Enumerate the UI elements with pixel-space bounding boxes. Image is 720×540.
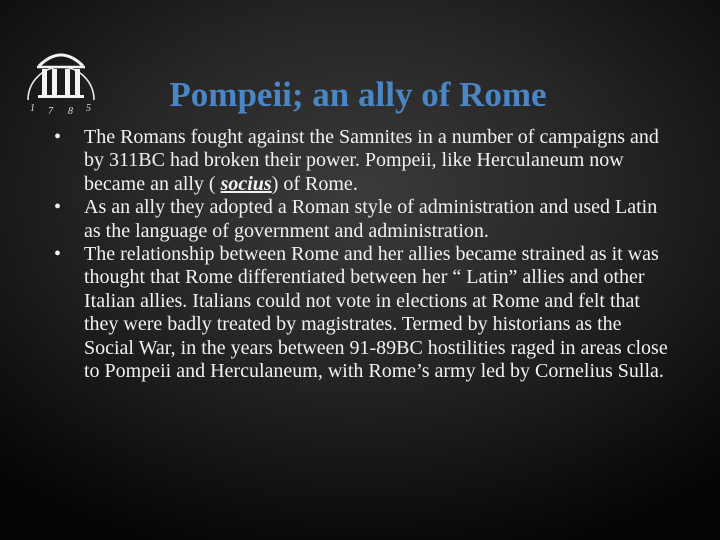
logo-year-digit: 8 bbox=[68, 106, 73, 117]
logo-year-digit: 5 bbox=[86, 103, 91, 114]
bullet-item bbox=[54, 126, 670, 196]
bullet-list bbox=[54, 126, 670, 383]
bullet-text: As an ally they adopted a Roman style of administration and used Latin as the language of government and administration. bbox=[84, 196, 658, 242]
bullet-item bbox=[54, 196, 670, 243]
logo-year-digit: 7 bbox=[48, 106, 53, 117]
bullet-text: The Romans fought against the Samnites in a number of campaigns and by 311BC had broken their power. Pompeii, like Herculaneum now became an ally ( bbox=[84, 126, 659, 195]
slide-title: Pompeii; an ally of Rome bbox=[169, 75, 547, 114]
arch-icon bbox=[22, 36, 100, 118]
bullet-text-after: ) of Rome. bbox=[271, 172, 358, 195]
bullet-text: The relationship between Rome and her allies became strained as it was thought that Rome differentiated between her “ Latin” allies and other Italian allies. Italians could not vote in elections at Rome and felt that they were badly treated by magistrates. Termed by historians as the Social War, in the years between 91-89BC hostilities raged in areas close to Pompeii and Herculaneum, with Rome’s army led by Cornelius Sulla. bbox=[84, 243, 668, 383]
bullet-item bbox=[54, 243, 670, 383]
socius-term: socius bbox=[220, 172, 272, 195]
logo-year-digit: 1 bbox=[30, 103, 35, 114]
